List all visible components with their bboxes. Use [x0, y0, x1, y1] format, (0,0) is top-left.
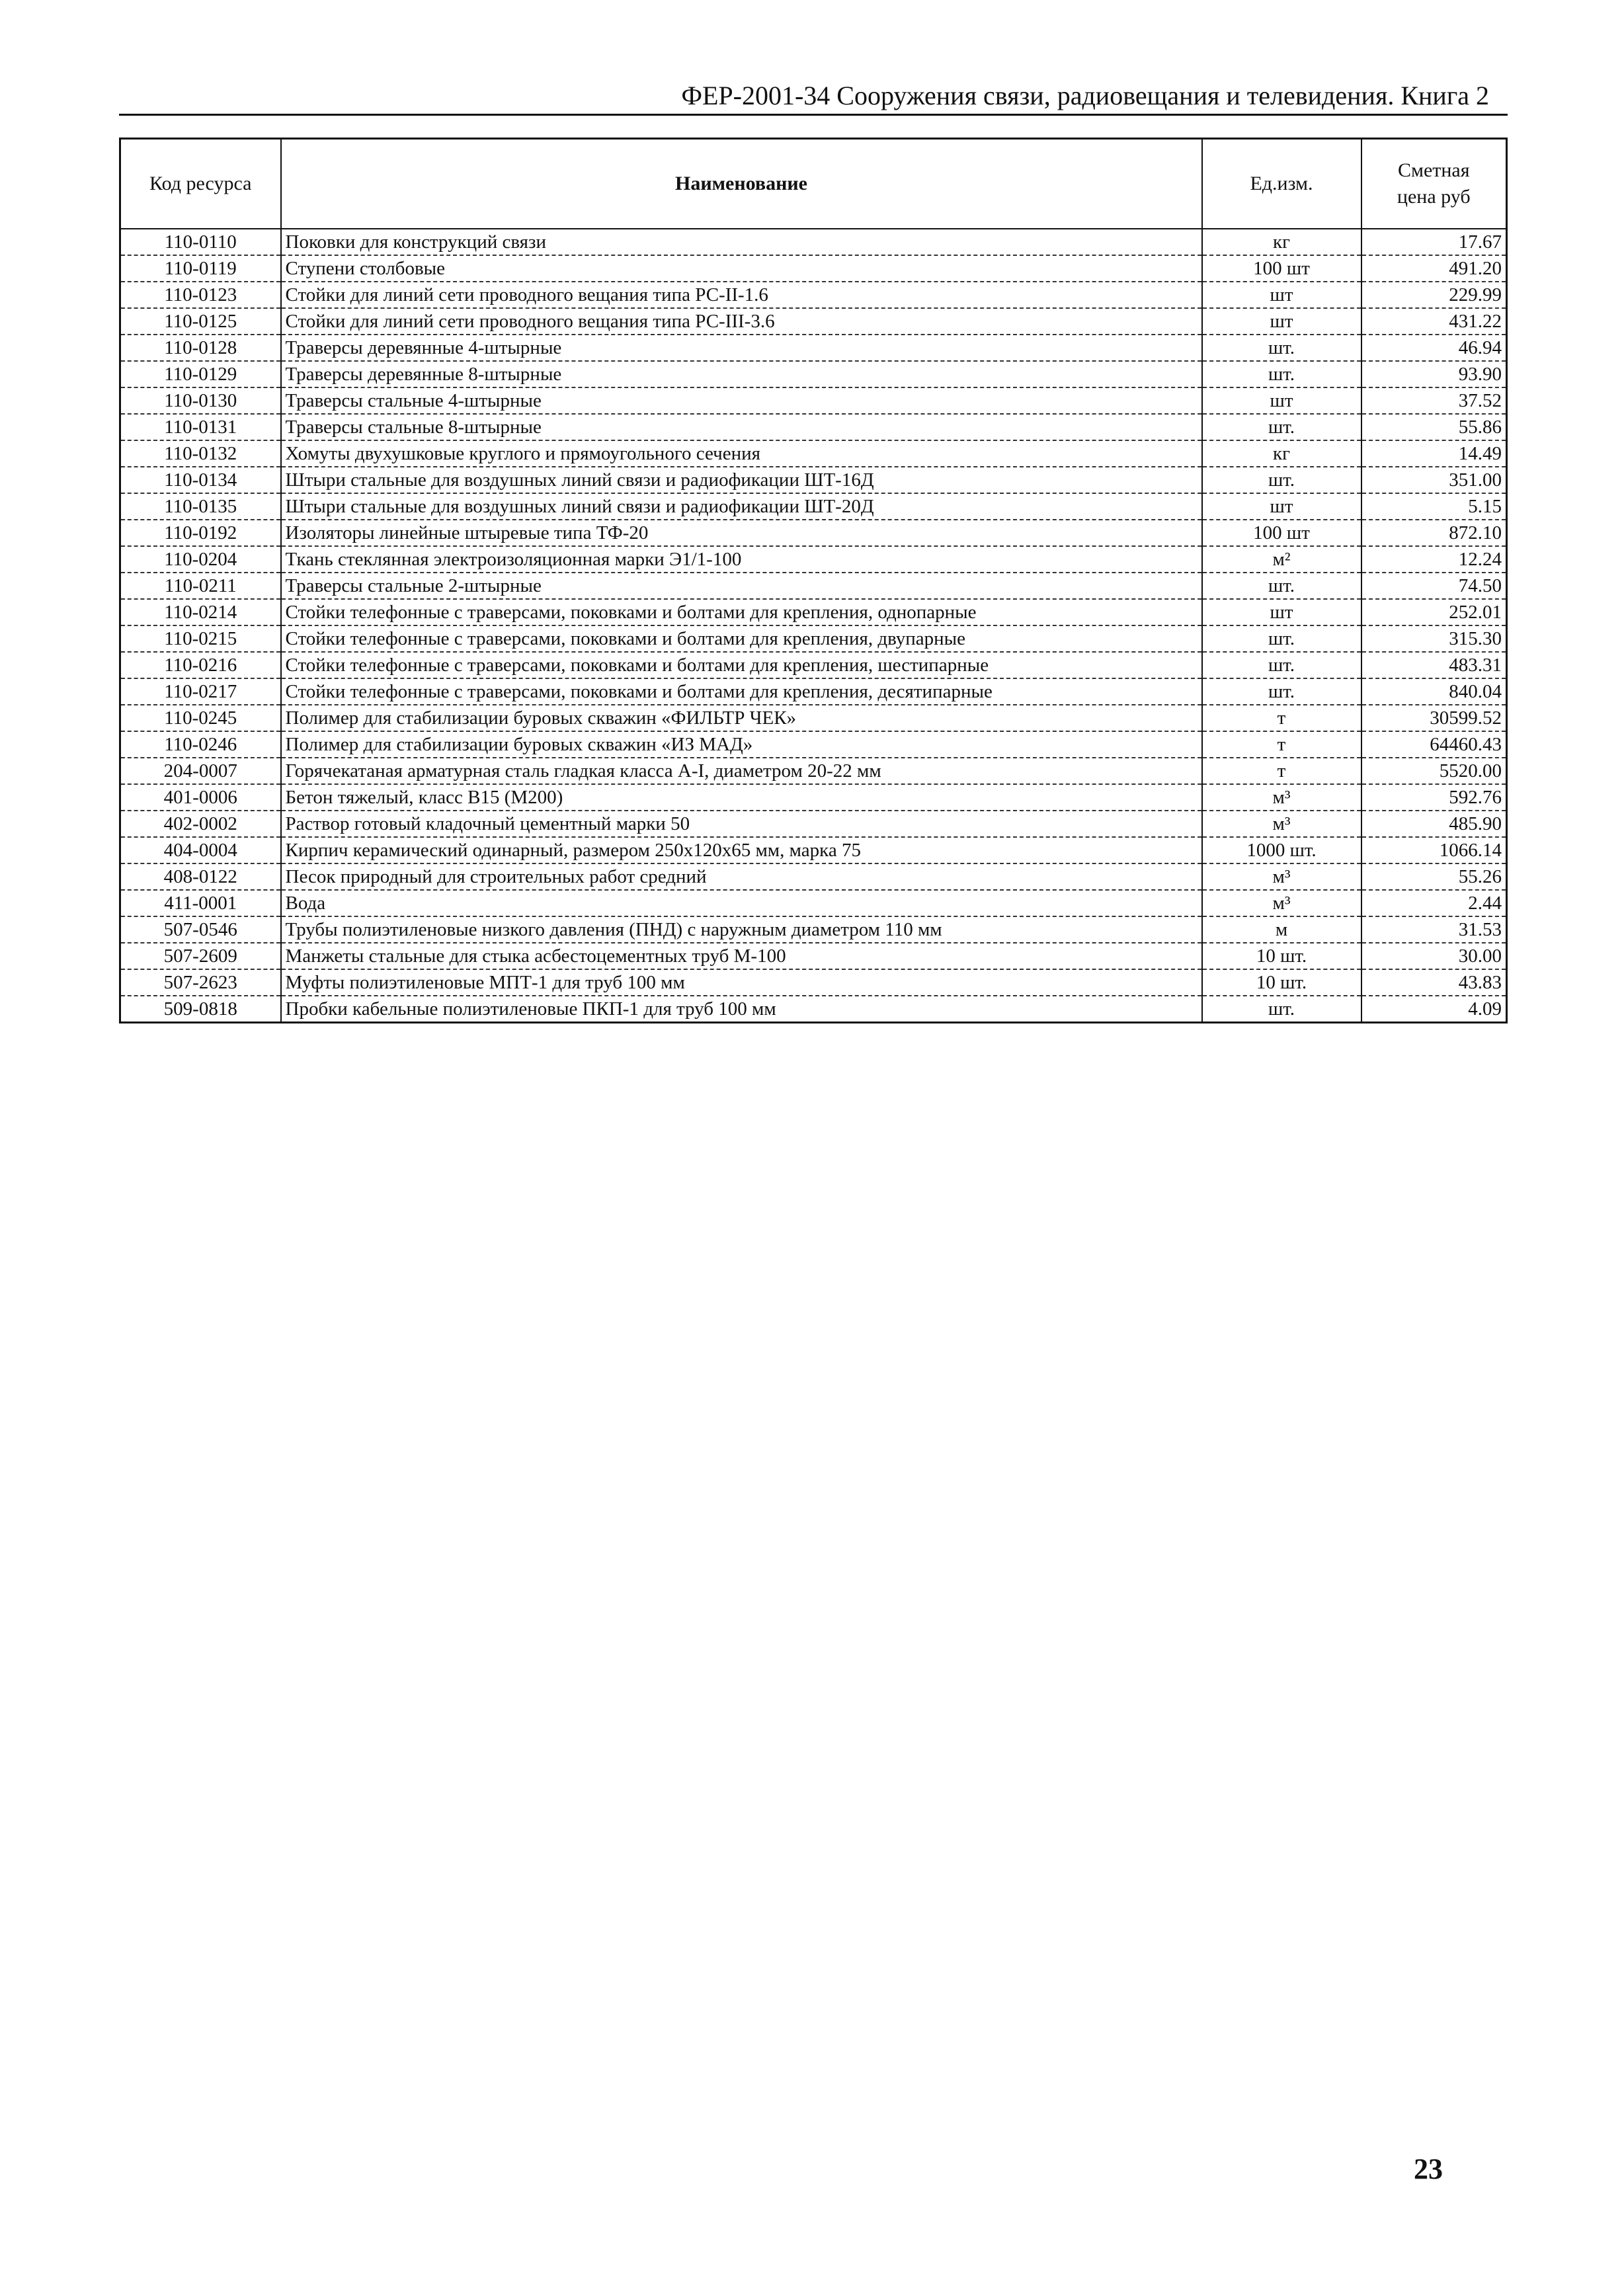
cell-code: 110-0129	[120, 361, 281, 387]
page-header	[119, 78, 1508, 116]
cell-code: 402-0002	[120, 811, 281, 837]
cell-unit: шт.	[1202, 625, 1361, 652]
cell-price: 5520.00	[1361, 758, 1507, 784]
cell-name: Горячекатаная арматурная сталь гладкая класса А-I, диаметром 20-22 мм	[281, 758, 1202, 784]
cell-price: 37.52	[1361, 387, 1507, 414]
cell-price: 840.04	[1361, 678, 1507, 705]
table-row	[120, 943, 1507, 969]
cell-name: Полимер для стабилизации буровых скважин «ИЗ МАД»	[281, 731, 1202, 758]
cell-price: 4.09	[1361, 996, 1507, 1023]
cell-price: 872.10	[1361, 520, 1507, 546]
cell-price: 351.00	[1361, 467, 1507, 493]
cell-unit: 100 шт	[1202, 520, 1361, 546]
cell-code: 110-0204	[120, 546, 281, 573]
cell-name: Кирпич керамический одинарный, размером 250х120х65 мм, марка 75	[281, 837, 1202, 863]
table-row	[120, 652, 1507, 678]
cell-price: 2.44	[1361, 890, 1507, 916]
cell-code: 110-0134	[120, 467, 281, 493]
cell-price: 491.20	[1361, 255, 1507, 282]
cell-price: 17.67	[1361, 229, 1507, 255]
table-row	[120, 996, 1507, 1023]
cell-unit: шт	[1202, 282, 1361, 308]
resource-price-table	[119, 138, 1508, 1023]
cell-price: 1066.14	[1361, 837, 1507, 863]
cell-name: Стойки телефонные с траверсами, поковками и болтами для крепления, однопарные	[281, 599, 1202, 625]
cell-name: Стойки для линий сети проводного вещания типа РС-II-1.6	[281, 282, 1202, 308]
column-header-price-label: Сметная цена руб	[1397, 159, 1471, 208]
table-row	[120, 837, 1507, 863]
table-row	[120, 308, 1507, 335]
cell-price: 229.99	[1361, 282, 1507, 308]
cell-code: 110-0125	[120, 308, 281, 335]
cell-name: Муфты полиэтиленовые МПТ-1 для труб 100 мм	[281, 969, 1202, 996]
table-row	[120, 414, 1507, 440]
cell-name: Манжеты стальные для стыка асбестоцементных труб М-100	[281, 943, 1202, 969]
cell-unit: шт.	[1202, 678, 1361, 705]
cell-code: 110-0246	[120, 731, 281, 758]
cell-name: Хомуты двухушковые круглого и прямоугольного сечения	[281, 440, 1202, 467]
cell-code: 110-0192	[120, 520, 281, 546]
cell-price: 93.90	[1361, 361, 1507, 387]
document-title: ФЕР-2001-34 Сооружения связи, радиовещания и телевидения. Книга 2	[681, 81, 1489, 110]
table-row	[120, 625, 1507, 652]
cell-code: 507-2609	[120, 943, 281, 969]
cell-code: 110-0214	[120, 599, 281, 625]
cell-name: Траверсы деревянные 8-штырные	[281, 361, 1202, 387]
table-row	[120, 440, 1507, 467]
cell-price: 30.00	[1361, 943, 1507, 969]
cell-price: 43.83	[1361, 969, 1507, 996]
cell-unit: м³	[1202, 890, 1361, 916]
cell-code: 110-0216	[120, 652, 281, 678]
cell-name: Поковки для конструкций связи	[281, 229, 1202, 255]
cell-price: 55.26	[1361, 863, 1507, 890]
cell-unit: шт	[1202, 493, 1361, 520]
cell-name: Траверсы стальные 4-штырные	[281, 387, 1202, 414]
cell-code: 110-0217	[120, 678, 281, 705]
table-row	[120, 758, 1507, 784]
cell-name: Вода	[281, 890, 1202, 916]
column-header-code: Код ресурса	[120, 139, 281, 229]
table-row	[120, 916, 1507, 943]
cell-code: 408-0122	[120, 863, 281, 890]
cell-name: Траверсы стальные 8-штырные	[281, 414, 1202, 440]
cell-unit: м³	[1202, 784, 1361, 811]
table-row	[120, 467, 1507, 493]
cell-unit: т	[1202, 731, 1361, 758]
cell-price: 592.76	[1361, 784, 1507, 811]
cell-unit: шт	[1202, 599, 1361, 625]
table-row	[120, 255, 1507, 282]
table-row	[120, 811, 1507, 837]
cell-unit: 1000 шт.	[1202, 837, 1361, 863]
cell-unit: т	[1202, 705, 1361, 731]
cell-code: 110-0132	[120, 440, 281, 467]
table-row	[120, 493, 1507, 520]
table-row	[120, 361, 1507, 387]
cell-code: 507-0546	[120, 916, 281, 943]
cell-code: 110-0123	[120, 282, 281, 308]
cell-code: 110-0131	[120, 414, 281, 440]
cell-code: 411-0001	[120, 890, 281, 916]
cell-name: Трубы полиэтиленовые низкого давления (ПНД) с наружным диаметром 110 мм	[281, 916, 1202, 943]
cell-code: 110-0211	[120, 573, 281, 599]
cell-unit: кг	[1202, 229, 1361, 255]
cell-unit: м³	[1202, 811, 1361, 837]
cell-unit: шт.	[1202, 467, 1361, 493]
cell-code: 204-0007	[120, 758, 281, 784]
cell-unit: м	[1202, 916, 1361, 943]
cell-price: 252.01	[1361, 599, 1507, 625]
column-header-unit: Ед.изм.	[1202, 139, 1361, 229]
cell-price: 30599.52	[1361, 705, 1507, 731]
cell-unit: шт	[1202, 387, 1361, 414]
cell-price: 74.50	[1361, 573, 1507, 599]
cell-name: Траверсы стальные 2-штырные	[281, 573, 1202, 599]
cell-code: 110-0119	[120, 255, 281, 282]
cell-name: Пробки кабельные полиэтиленовые ПКП-1 для труб 100 мм	[281, 996, 1202, 1023]
cell-unit: шт	[1202, 308, 1361, 335]
cell-code: 110-0128	[120, 335, 281, 361]
table-row	[120, 863, 1507, 890]
table-header-row	[120, 139, 1507, 229]
cell-code: 110-0245	[120, 705, 281, 731]
cell-unit: 100 шт	[1202, 255, 1361, 282]
table-row	[120, 784, 1507, 811]
cell-unit: шт.	[1202, 996, 1361, 1023]
cell-unit: м³	[1202, 863, 1361, 890]
cell-unit: м²	[1202, 546, 1361, 573]
cell-name: Траверсы деревянные 4-штырные	[281, 335, 1202, 361]
cell-price: 31.53	[1361, 916, 1507, 943]
cell-name: Стойки телефонные с траверсами, поковками и болтами для крепления, двупарные	[281, 625, 1202, 652]
cell-price: 12.24	[1361, 546, 1507, 573]
cell-code: 404-0004	[120, 837, 281, 863]
cell-price: 315.30	[1361, 625, 1507, 652]
cell-name: Ткань стеклянная электроизоляционная марки Э1/1-100	[281, 546, 1202, 573]
cell-price: 485.90	[1361, 811, 1507, 837]
cell-name: Ступени столбовые	[281, 255, 1202, 282]
cell-price: 431.22	[1361, 308, 1507, 335]
table-row	[120, 599, 1507, 625]
cell-price: 46.94	[1361, 335, 1507, 361]
cell-code: 401-0006	[120, 784, 281, 811]
cell-code: 110-0135	[120, 493, 281, 520]
cell-unit: шт.	[1202, 361, 1361, 387]
table-row	[120, 678, 1507, 705]
table-row	[120, 573, 1507, 599]
cell-unit: т	[1202, 758, 1361, 784]
cell-unit: шт.	[1202, 335, 1361, 361]
cell-price: 64460.43	[1361, 731, 1507, 758]
table-body	[120, 229, 1507, 1023]
cell-name: Бетон тяжелый, класс В15 (М200)	[281, 784, 1202, 811]
cell-name: Стойки для линий сети проводного вещания типа РС-III-3.6	[281, 308, 1202, 335]
page-number: 23	[1414, 2153, 1443, 2185]
cell-name: Штыри стальные для воздушных линий связи и радиофикации ШТ-20Д	[281, 493, 1202, 520]
table-row	[120, 520, 1507, 546]
table-row	[120, 546, 1507, 573]
table-row	[120, 969, 1507, 996]
cell-price: 55.86	[1361, 414, 1507, 440]
table-row	[120, 229, 1507, 255]
table-row	[120, 387, 1507, 414]
cell-name: Раствор готовый кладочный цементный марки 50	[281, 811, 1202, 837]
column-header-name: Наименование	[281, 139, 1202, 229]
cell-unit: кг	[1202, 440, 1361, 467]
table-row	[120, 282, 1507, 308]
table-row	[120, 890, 1507, 916]
cell-unit: 10 шт.	[1202, 943, 1361, 969]
cell-code: 507-2623	[120, 969, 281, 996]
cell-price: 483.31	[1361, 652, 1507, 678]
cell-name: Полимер для стабилизации буровых скважин «ФИЛЬТР ЧЕК»	[281, 705, 1202, 731]
column-header-price	[1361, 139, 1507, 229]
cell-name: Штыри стальные для воздушных линий связи и радиофикации ШТ-16Д	[281, 467, 1202, 493]
cell-unit: шт.	[1202, 573, 1361, 599]
table-row	[120, 335, 1507, 361]
cell-code: 110-0110	[120, 229, 281, 255]
cell-price: 14.49	[1361, 440, 1507, 467]
cell-name: Стойки телефонные с траверсами, поковками и болтами для крепления, десятипарные	[281, 678, 1202, 705]
table-row	[120, 731, 1507, 758]
cell-code: 110-0215	[120, 625, 281, 652]
table-row	[120, 705, 1507, 731]
cell-code: 110-0130	[120, 387, 281, 414]
cell-code: 509-0818	[120, 996, 281, 1023]
cell-price: 5.15	[1361, 493, 1507, 520]
cell-unit: шт.	[1202, 652, 1361, 678]
cell-name: Изоляторы линейные штыревые типа ТФ-20	[281, 520, 1202, 546]
cell-unit: 10 шт.	[1202, 969, 1361, 996]
cell-unit: шт.	[1202, 414, 1361, 440]
cell-name: Песок природный для строительных работ средний	[281, 863, 1202, 890]
cell-name: Стойки телефонные с траверсами, поковками и болтами для крепления, шестипарные	[281, 652, 1202, 678]
